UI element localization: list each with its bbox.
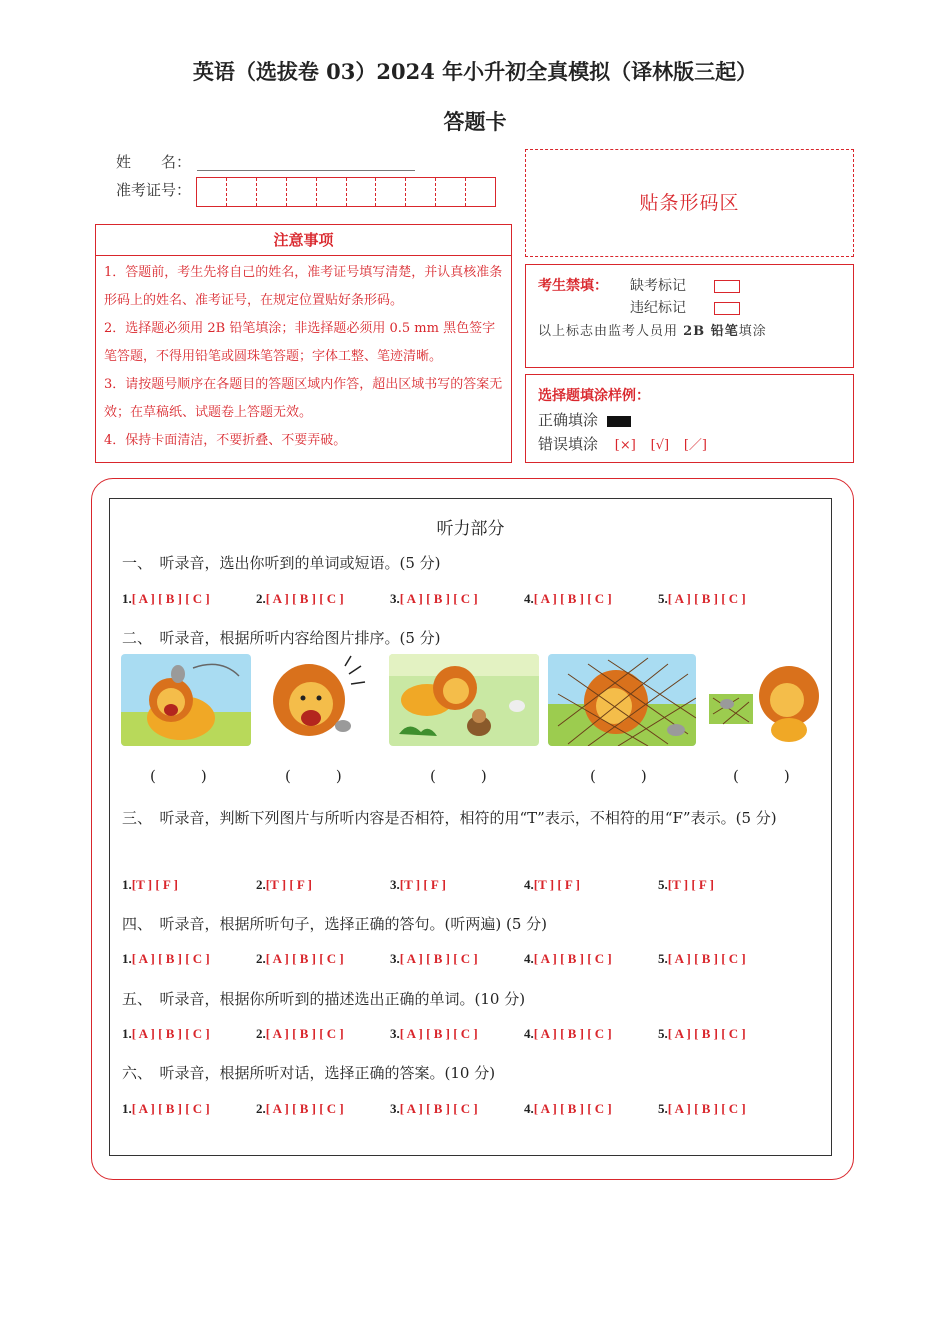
proctor-note: 以上标志由监考人员用 2B 铅笔填涂: [538, 324, 767, 339]
order-blank-2[interactable]: ( ): [285, 767, 342, 785]
correct-fill-label: 正确填涂: [538, 411, 599, 429]
s1-q2-options[interactable]: 2.[ A ] [ B ] [ C ]: [256, 591, 344, 606]
notice-item: 1．答题前，考生先将自己的姓名，准考证号填写清楚，并认真核准条形码上的姓名、准考证号，在规定位置贴好条形码。: [104, 265, 503, 308]
s1-q4-options[interactable]: 4.[ A ] [ B ] [ C ]: [524, 591, 612, 606]
notice-panel: [95, 224, 512, 463]
s6-q2-options[interactable]: 2.[ A ] [ B ] [ C ]: [256, 1101, 344, 1116]
s5-q1-options[interactable]: 1.[ A ] [ B ] [ C ]: [122, 1026, 210, 1041]
absent-label: 缺考标记: [630, 278, 686, 294]
name-input-line[interactable]: [197, 170, 415, 171]
s3-q5-options[interactable]: 5.[T ] [ F ]: [658, 877, 714, 892]
s4-q5-options[interactable]: 5.[ A ] [ B ] [ C ]: [658, 951, 746, 966]
order-blank-3[interactable]: ( ): [430, 767, 487, 785]
s3-q2-options[interactable]: 2.[T ] [ F ]: [256, 877, 312, 892]
lion-monkey-picture-3: [389, 654, 539, 746]
fill-example-title: 选择题填涂样例：: [538, 388, 650, 404]
section-2-heading: 二、 听录音，根据所听内容给图片排序。(5 分): [122, 629, 441, 647]
wrong-mark-slash: [／]: [683, 438, 707, 453]
exam-id-label: 准考证号：: [116, 181, 192, 199]
s1-q1-options[interactable]: 1.[ A ] [ B ] [ C ]: [122, 591, 210, 606]
s3-q1-options[interactable]: 1.[T ] [ F ]: [122, 877, 178, 892]
lion-mouse-picture-2: [265, 654, 367, 746]
answer-sheet-subtitle: 答题卡: [443, 109, 507, 134]
fill-example-panel: [525, 374, 854, 463]
wrong-mark-cross: [×]: [614, 438, 636, 453]
section-3-heading: 三、 听录音，判断下列图片与所听内容是否相符，相符的用“T”表示，不相符的用“F”表示。(5 分): [122, 809, 777, 827]
s5-q3-options[interactable]: 3.[ A ] [ B ] [ C ]: [390, 1026, 478, 1041]
barcode-area: [525, 149, 854, 257]
listening-title: 听力部分: [436, 519, 505, 539]
exam-title: 英语（选拔卷 03）2024 年小升初全真模拟（译林版三起）: [192, 59, 758, 84]
s4-q3-options[interactable]: 3.[ A ] [ B ] [ C ]: [390, 951, 478, 966]
absent-mark-box[interactable]: [714, 280, 740, 293]
s1-q5-options[interactable]: 5.[ A ] [ B ] [ C ]: [658, 591, 746, 606]
wrong-mark-check: [√]: [650, 438, 670, 453]
s3-q3-options[interactable]: 3.[T ] [ F ]: [390, 877, 446, 892]
violation-label: 违纪标记: [630, 300, 686, 316]
s6-q4-options[interactable]: 4.[ A ] [ B ] [ C ]: [524, 1101, 612, 1116]
section-1-heading: 一、 听录音，选出你听到的单词或短语。(5 分): [122, 554, 441, 572]
lion-net-picture-4: [548, 654, 696, 746]
notice-title: 注意事项: [96, 225, 511, 256]
s6-q3-options[interactable]: 3.[ A ] [ B ] [ C ]: [390, 1101, 478, 1116]
order-blank-1[interactable]: ( ): [150, 767, 207, 785]
section-6-heading: 六、 听录音，根据所听对话，选择正确的答案。(10 分): [122, 1064, 496, 1082]
notice-item: 4．保持卡面清洁，不要折叠、不要弄破。: [104, 433, 347, 448]
exam-id-boxes[interactable]: [196, 177, 496, 207]
wrong-fill-label: 错误填涂: [538, 435, 599, 453]
lion-mouse-picture-5: [709, 654, 822, 746]
violation-mark-box[interactable]: [714, 302, 740, 315]
s4-q2-options[interactable]: 2.[ A ] [ B ] [ C ]: [256, 951, 344, 966]
notice-item: 2．选择题必须用 2B 铅笔填涂；非选择题必须用 0.5 mm 黑色签字笔答题，不得用铅笔或圆珠笔答题；字体工整、笔迹清晰。: [104, 321, 496, 364]
s6-q1-options[interactable]: 1.[ A ] [ B ] [ C ]: [122, 1101, 210, 1116]
s5-q5-options[interactable]: 5.[ A ] [ B ] [ C ]: [658, 1026, 746, 1041]
notice-item: 3．请按题号顺序在各题目的答题区域内作答，超出区域书写的答案无效；在草稿纸、试题卷上答题无效。: [104, 377, 503, 420]
proctor-label: 考生禁填：: [538, 278, 608, 294]
barcode-label: 贴条形码区: [639, 192, 740, 214]
s4-q1-options[interactable]: 1.[ A ] [ B ] [ C ]: [122, 951, 210, 966]
s4-q4-options[interactable]: 4.[ A ] [ B ] [ C ]: [524, 951, 612, 966]
s5-q4-options[interactable]: 4.[ A ] [ B ] [ C ]: [524, 1026, 612, 1041]
lion-mouse-picture-1: [121, 654, 251, 746]
order-blank-5[interactable]: ( ): [733, 767, 790, 785]
section-4-heading: 四、 听录音，根据所听句子，选择正确的答句。(听两遍) (5 分): [122, 915, 547, 933]
section-5-heading: 五、 听录音，根据你所听到的描述选出正确的单词。(10 分): [122, 990, 526, 1008]
name-label: 姓 名：: [116, 153, 192, 171]
s1-q3-options[interactable]: 3.[ A ] [ B ] [ C ]: [390, 591, 478, 606]
s5-q2-options[interactable]: 2.[ A ] [ B ] [ C ]: [256, 1026, 344, 1041]
s3-q4-options[interactable]: 4.[T ] [ F ]: [524, 877, 580, 892]
proctor-panel: [525, 264, 854, 368]
correct-fill-sample: [607, 416, 631, 427]
s6-q5-options[interactable]: 5.[ A ] [ B ] [ C ]: [658, 1101, 746, 1116]
order-blank-4[interactable]: ( ): [590, 767, 647, 785]
